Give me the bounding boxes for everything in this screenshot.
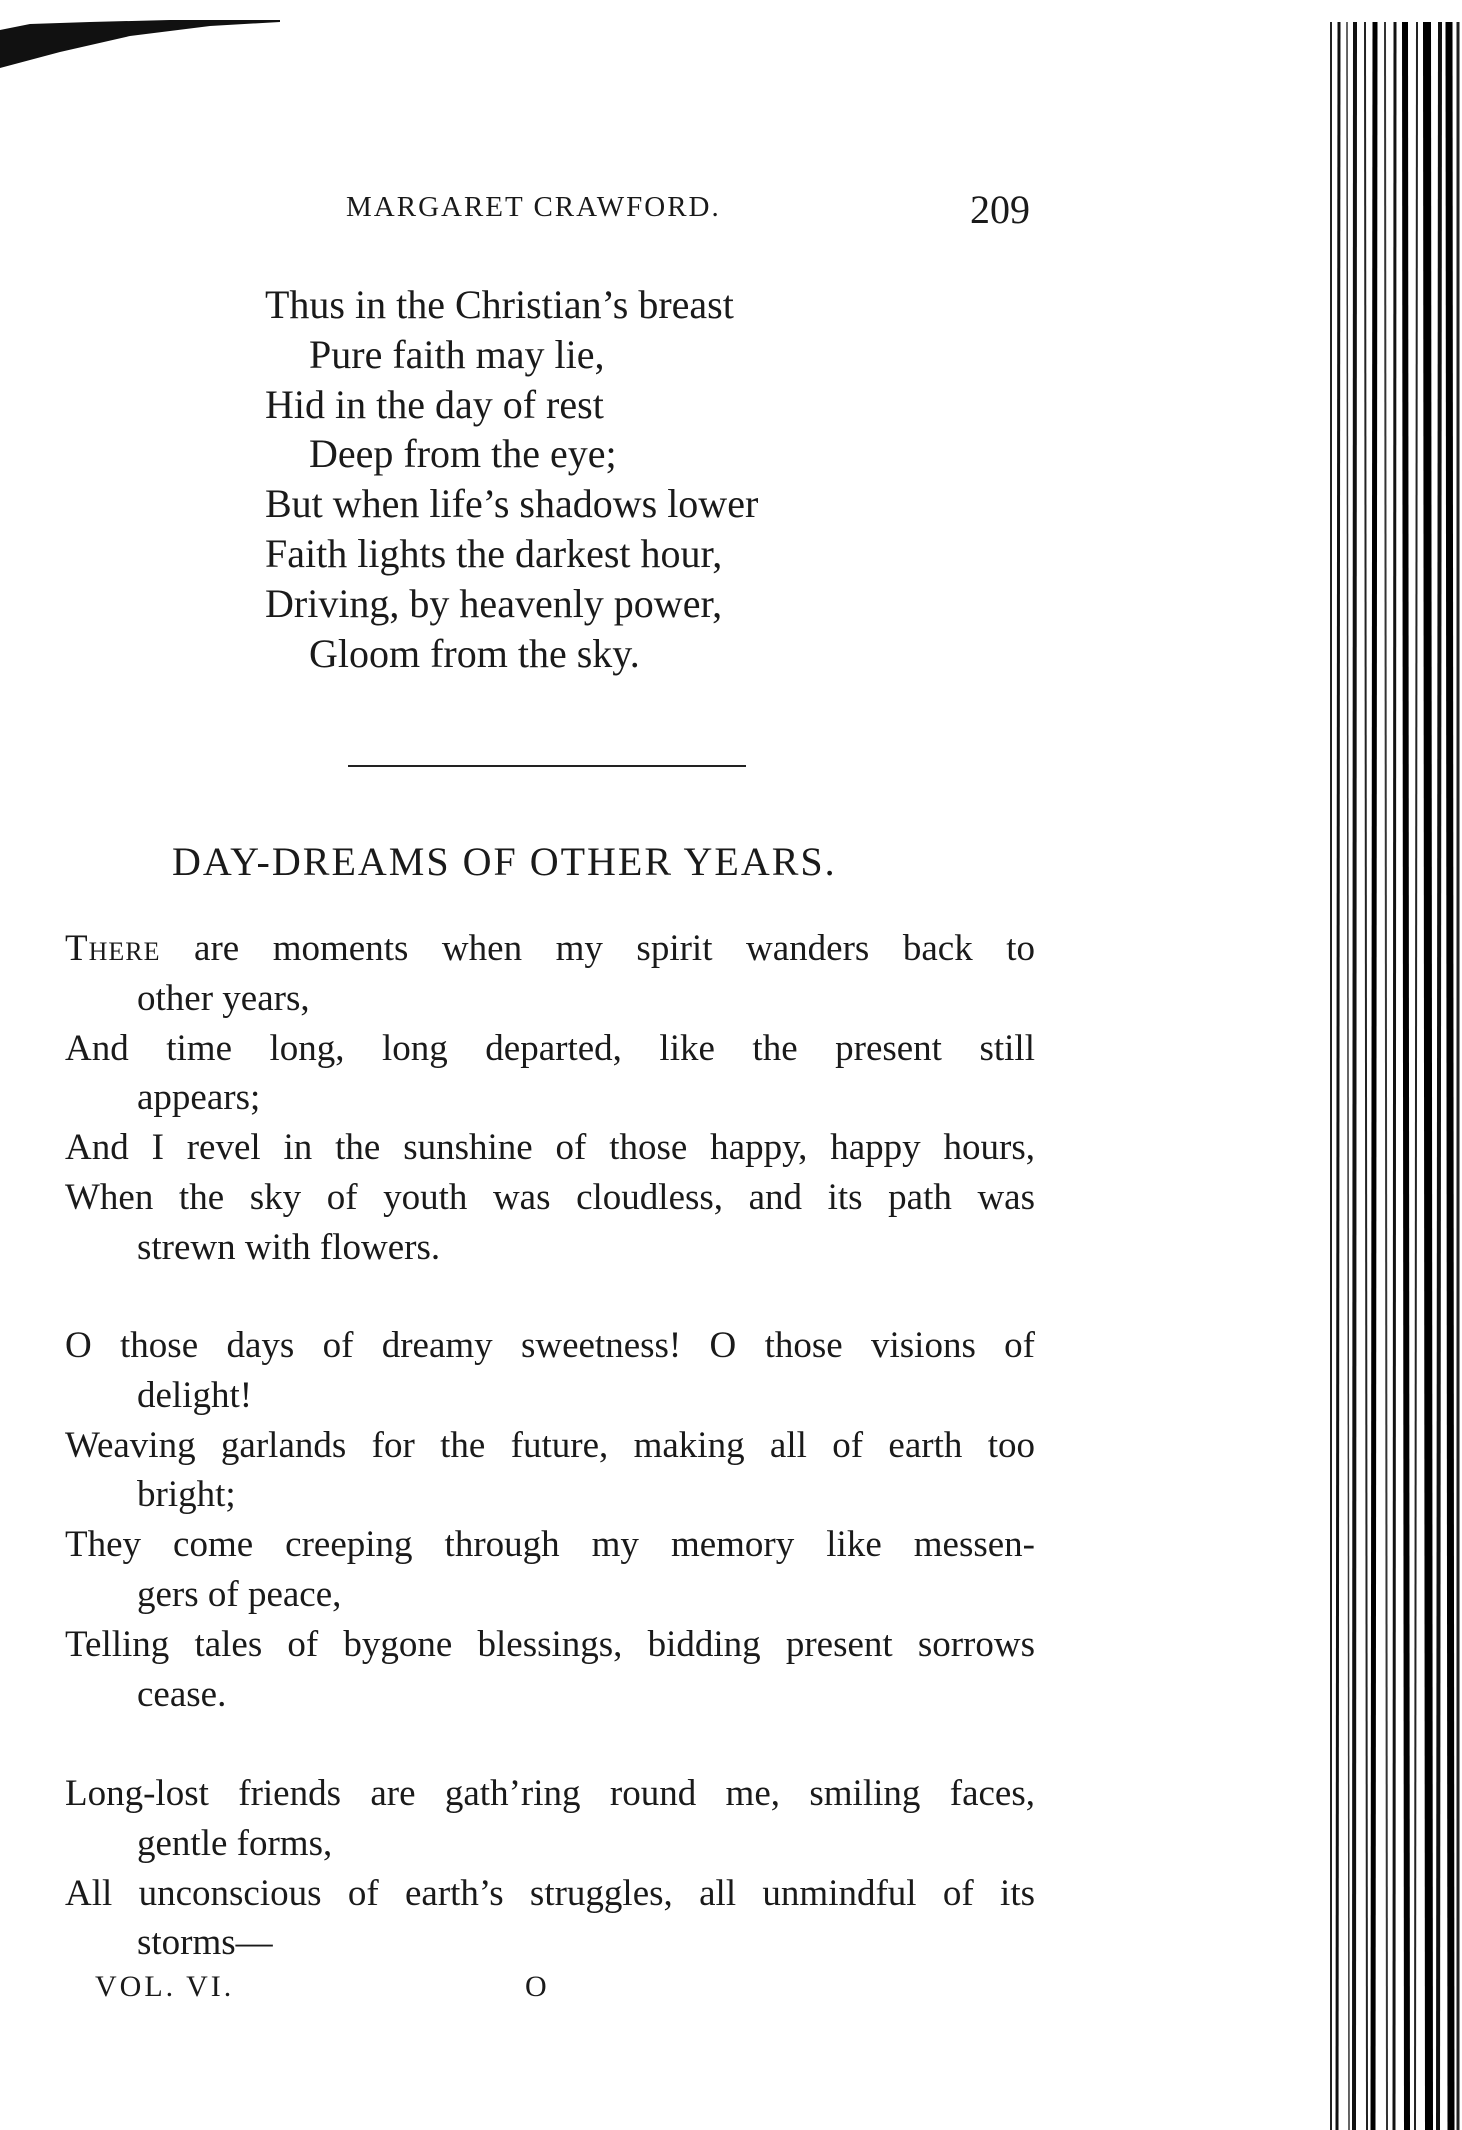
poem-line: They come creeping through my memory like messen-: [65, 1524, 1035, 1566]
running-head: MARGARET CRAWFORD.: [346, 191, 721, 223]
poem-line: strewn with flowers.: [137, 1226, 441, 1268]
poem-line: gers of peace,: [137, 1573, 342, 1615]
stanza-2: [65, 1321, 1035, 1719]
poem-line: Telling tales of bygone blessings, bidding present sorrows: [65, 1623, 1035, 1665]
poem-line: And time long, long departed, like the present still: [65, 1027, 1035, 1069]
verse-line: Pure faith may lie,: [309, 331, 605, 377]
poem-line: When the sky of youth was cloudless, and its path was: [65, 1176, 1035, 1218]
poem-line: [65, 924, 1035, 974]
section-divider: [348, 765, 746, 767]
poem-line: appears;: [137, 1077, 261, 1119]
scan-smudge: [0, 0, 300, 80]
poem-line: delight!: [137, 1374, 253, 1416]
verse-line: Thus in the Christian’s breast: [265, 282, 734, 327]
verse-ending: [265, 280, 758, 678]
stanza-1: [65, 924, 1035, 1273]
poem-title: DAY-DREAMS OF OTHER YEARS.: [172, 839, 837, 884]
poem-line: O those days of dreamy sweetness! O those visions of: [65, 1325, 1035, 1366]
signature-mark: VOL. VI.: [95, 1970, 235, 2003]
page-edge-strip: [1325, 22, 1462, 2130]
poem-line-text: are moments when my spirit wanders back to: [194, 928, 1036, 969]
verse-line: Deep from the eye;: [309, 431, 617, 477]
poem-line: storms—: [137, 1922, 273, 1964]
stanza-3: [65, 1769, 1035, 1968]
poem-line: gentle forms,: [137, 1822, 333, 1864]
verse-line: Gloom from the sky.: [309, 630, 640, 676]
initial-word: There: [65, 928, 161, 969]
verse-line: Faith lights the darkest hour,: [265, 530, 723, 576]
gathering-mark: O: [525, 1970, 547, 2003]
page-number: 209: [970, 187, 1030, 232]
poem-line: cease.: [137, 1673, 227, 1715]
verse-line: Hid in the day of rest: [265, 381, 604, 427]
verse-line: But when life’s shadows lower: [265, 481, 759, 527]
poem-line: other years,: [137, 977, 310, 1019]
poem-line: Weaving garlands for the future, making all of earth too: [65, 1424, 1035, 1466]
verse-line: Driving, by heavenly power,: [265, 580, 723, 626]
poem-line: bright;: [137, 1474, 236, 1516]
poem-line: All unconscious of earth’s struggles, all unmindful of its: [65, 1872, 1035, 1914]
poem-line: Long-lost friends are gath’ring round me, smiling faces,: [65, 1773, 1035, 1814]
poem-line: And I revel in the sunshine of those happy, happy hours,: [65, 1127, 1035, 1169]
